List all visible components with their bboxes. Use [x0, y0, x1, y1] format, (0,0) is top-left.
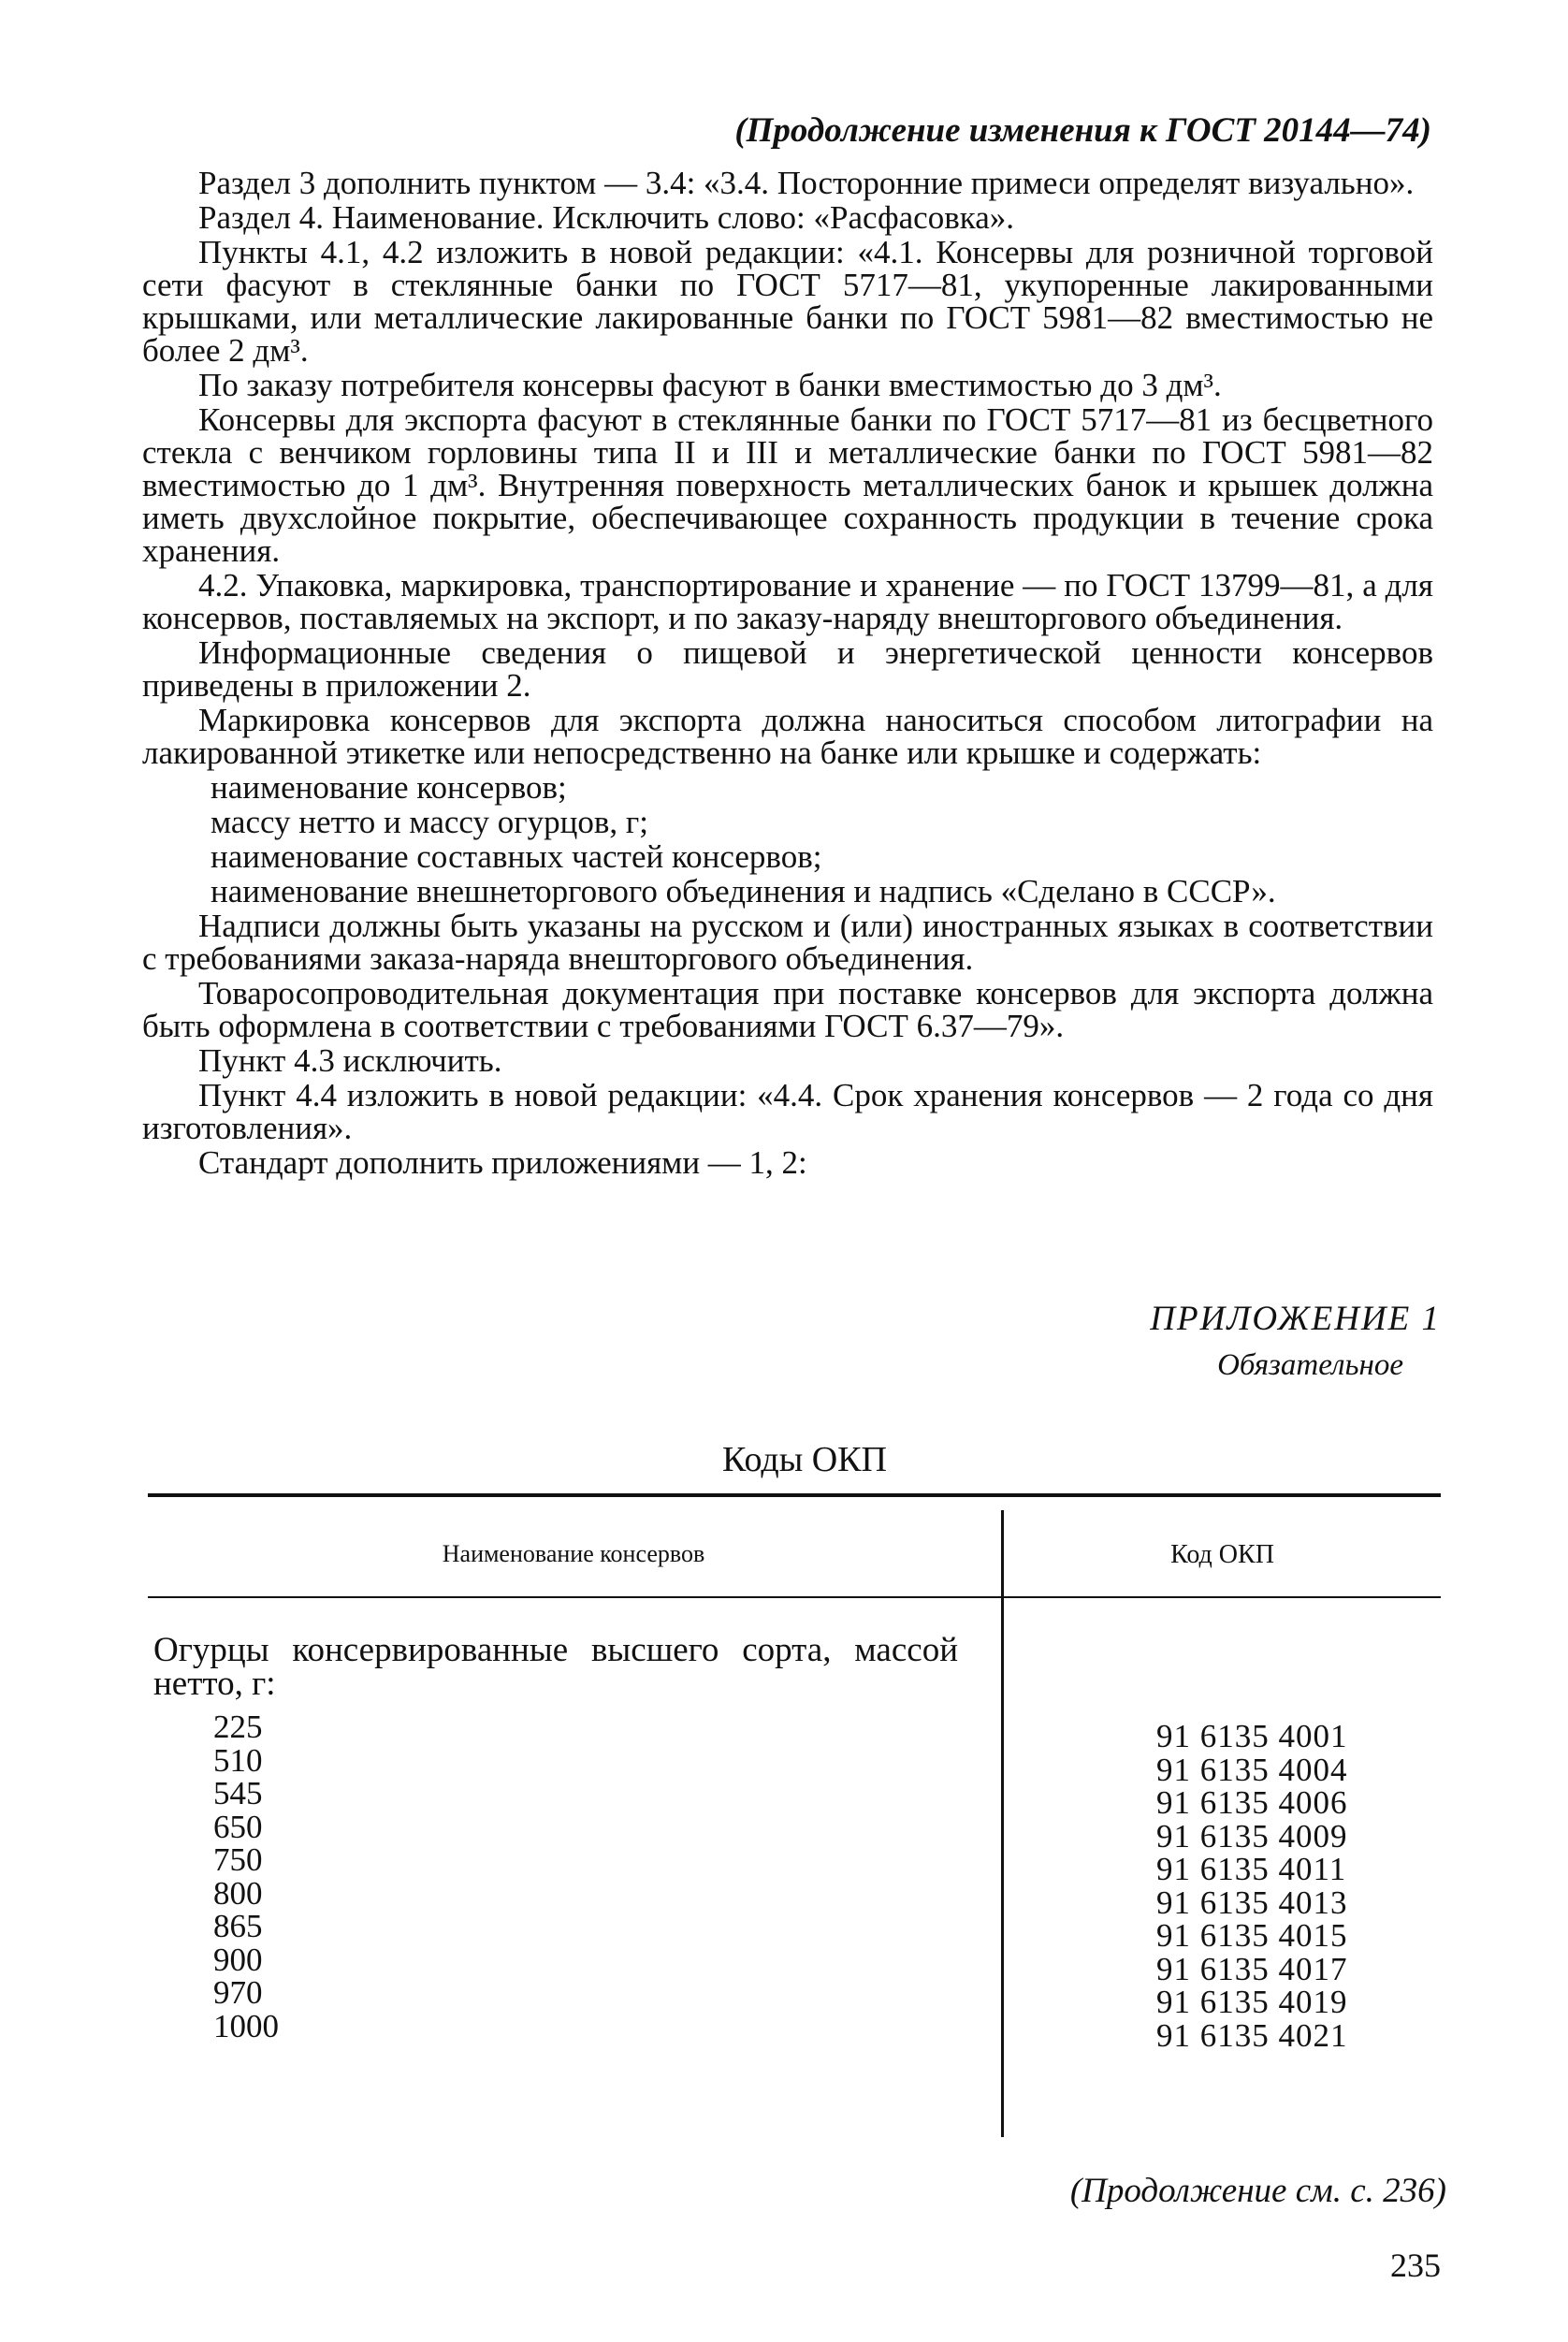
- okp-code-value: 91 6135 4021: [1156, 2016, 1348, 2054]
- paragraph: Раздел 3 дополнить пунктом — 3.4: «3.4. Посторонние примеси определят визуально».: [198, 165, 1415, 201]
- paragraph: Информационные сведения о пищевой и энергетической ценности консервов приведены в приложении 2.: [142, 634, 1433, 704]
- mass-value: 750: [213, 1841, 263, 1878]
- appendix-label: ПРИЛОЖЕНИЕ 1: [1150, 1300, 1441, 1338]
- okp-code-value: 91 6135 4009: [1156, 1817, 1348, 1855]
- mass-value: 510: [213, 1741, 263, 1779]
- paragraph: Пункт 4.3 исключить.: [198, 1042, 502, 1079]
- paragraph: Надписи должны быть указаны на русском и (или) иностранных языках в соответствии с требованиями заказа-наряда внешторгового объединения.: [142, 908, 1433, 977]
- paragraph: 4.2. Упаковка, маркировка, транспортирование и хранение — по ГОСТ 13799—81, а для консервов, поставляемых на экспорт, и по заказу-наряду внешторгового объединения.: [142, 567, 1433, 636]
- okp-code-value: 91 6135 4006: [1156, 1784, 1348, 1821]
- body-text: [142, 167, 1433, 1179]
- appendix-status: Обязательное: [1217, 1348, 1403, 1382]
- mass-value: 900: [213, 1941, 263, 1978]
- mass-value: 650: [213, 1808, 263, 1845]
- mass-value: 1000: [213, 2007, 279, 2044]
- code-column: [1156, 1720, 1437, 2052]
- mass-value: 545: [213, 1775, 263, 1811]
- mass-value: 225: [213, 1709, 263, 1745]
- paragraph: Пункты 4.1, 4.2 изложить в новой редакции: «4.1. Консервы для розничной торговой сети фасуют в стеклянные банки по ГОСТ 5717—81, укупоренные лакированными крышками, или металлические лакированные банки по ГОСТ 5981—82 вместимостью не более 2 дм³.: [142, 234, 1433, 369]
- paragraph: По заказу потребителя консервы фасуют в банки вместимостью до 3 дм³.: [198, 367, 1222, 403]
- paragraph: Раздел 4. Наименование. Исключить слово: «Расфасовка».: [198, 199, 1014, 236]
- continuation-note: (Продолжение см. с. 236): [1069, 2172, 1446, 2210]
- column-header-code: Код ОКП: [1170, 1540, 1274, 1569]
- page-number: 235: [1390, 2247, 1441, 2284]
- mass-value: 970: [213, 1974, 263, 2011]
- list-item: наименование внешнеторгового объединения и надпись «Сделано в СССР».: [211, 873, 1276, 909]
- okp-code-value: 91 6135 4004: [1156, 1751, 1348, 1788]
- column-header-name: Наименование консервов: [442, 1540, 705, 1567]
- okp-code-value: 91 6135 4011: [1156, 1851, 1347, 1887]
- appendix-heading: [1029, 1299, 1441, 1383]
- mass-value: 800: [213, 1874, 263, 1912]
- product-name: Огурцы консервированные высшего сорта, массой нетто, г:: [153, 1631, 958, 1703]
- okp-code-value: 91 6135 4013: [1156, 1884, 1348, 1921]
- mass-column: [213, 1710, 307, 2043]
- paragraph: Товаросопроводительная документация при поставке консервов для экспорта должна быть оформлена в соответствии с требованиями ГОСТ 6.37—79».: [142, 975, 1433, 1044]
- list-item: наименование консервов;: [211, 769, 567, 806]
- okp-code-value: 91 6135 4019: [1156, 1984, 1348, 2020]
- table-title: Коды ОКП: [722, 1440, 887, 1479]
- mass-value: 865: [213, 1908, 263, 1944]
- paragraph: Стандарт дополнить приложениями — 1, 2:: [198, 1144, 807, 1181]
- paragraph: Маркировка консервов для экспорта должна наноситься способом литографии на лакированной этикетке или непосредственно на банке или крышке и содержать:: [142, 702, 1433, 771]
- okp-codes-table: [148, 1493, 1441, 2139]
- paragraph: Консервы для экспорта фасуют в стеклянные банки по ГОСТ 5717—81 из бесцветного стекла с венчиком горловины типа II и III и металлические банки по ГОСТ 5981—82 вместимостью до 1 дм³. Внутренняя поверхность металлических банок и крышек должна иметь двухслойное покрытие, обеспечивающее сохранность продукции в течение срока хранения.: [142, 401, 1433, 569]
- paragraph: Пункт 4.4 изложить в новой редакции: «4.4. Срок хранения консервов — 2 года со дня изготовления».: [142, 1077, 1433, 1146]
- table-top-rule: [148, 1493, 1441, 1497]
- okp-code-value: 91 6135 4015: [1156, 1917, 1348, 1954]
- table-column-divider: [1001, 1510, 1004, 2137]
- okp-code-value: 91 6135 4001: [1156, 1718, 1348, 1754]
- list-item: массу нетто и массу огурцов, г;: [211, 804, 648, 840]
- table-header-rule: [148, 1596, 1441, 1598]
- running-header: (Продолжение изменения к ГОСТ 20144—74): [734, 111, 1431, 150]
- list-item: наименование составных частей консервов;: [211, 838, 822, 875]
- okp-code-value: 91 6135 4017: [1156, 1950, 1348, 1987]
